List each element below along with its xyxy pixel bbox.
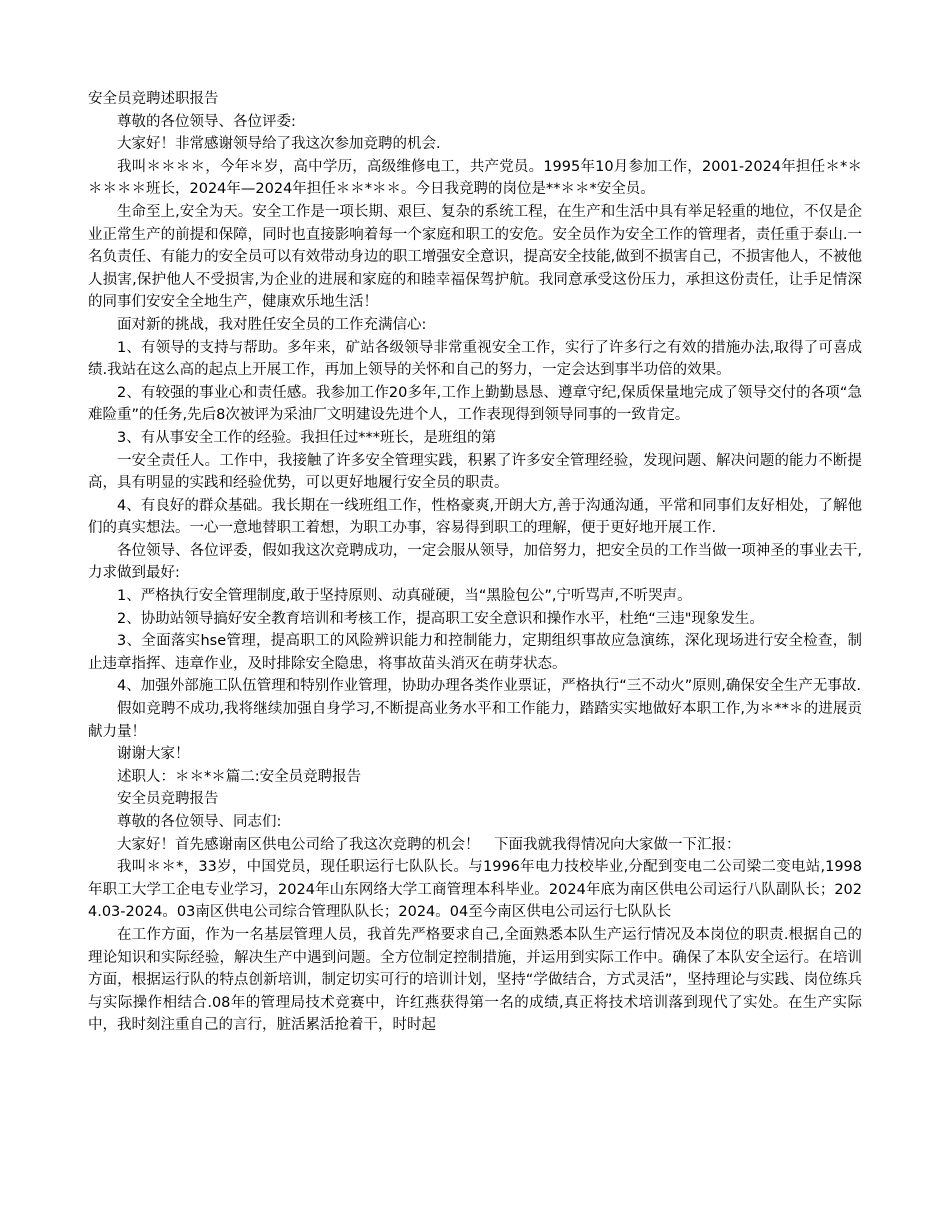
- paragraph: 我叫＊＊＊＊，今年＊岁，高中学历，高级维修电工，共产党员。1995年10月参加工作，2001-2024年担任＊*＊＊＊＊＊班长，2024年—2024年担任＊＊*＊＊。今日我竞聘的岗位是**＊＊*安全员。: [88, 158, 862, 198]
- paragraph: 述职人：＊＊*＊篇二:安全员竞聘报告: [117, 768, 362, 785]
- paragraph: 1、严格执行安全管理制度,敢于坚持原则、动真碰硬，当“黑脸包公”,宁听骂声,不听哭声。: [117, 588, 692, 605]
- paragraph: 我叫＊＊*，33岁，中国党员，现任职运行七队队长。与1996年电力技校毕业,分配到变电二公司梁二变电站,1998年职工大学工企电专业学习，2024年山东网络大学工商管理本科毕业。2024年底为南区供电公司运行八队副队长；2024.03-2024。03南区供电公司综合管理队队长；2024。04至今南区供电公司运行七队队长: [88, 859, 862, 921]
- paragraph: 3、有从事安全工作的经验。我担任过***班长，是班组的第: [117, 429, 496, 446]
- document-page: [88, 88, 862, 1037]
- paragraph: 大家好！非常感谢领导给了我这次参加竞聘的机会.: [117, 136, 441, 153]
- paragraph: 生命至上,安全为天。安全工作是一项长期、艰巨、复杂的系统工程，在生产和生活中具有举足轻重的地位，不仅是企业正常生产的前提和保障，同时也直接影响着每一个家庭和职工的安危。安全员作为安全工作的管理者，责任重于泰山.一名负责任、有能力的安全员可以有效带动身边的职工增强安全意识，提高安全技能,做到不损害自己，不损害他人，不被他人损害,保护他人不受损害,为企业的进展和家庭的和睦幸福保驾护航。我同意承受这份压力，承担这份责任，让手足情深的同事们安安全全地生产，健康欢乐地生活！: [88, 203, 862, 311]
- paragraph: 4、有良好的群众基础。我长期在一线班组工作，性格豪爽,开朗大方,善于沟通沟通，平常和同事们友好相处，了解他们的真实想法。一心一意地替职工着想，为职工办事，容易得到职工的理解，便于更好地开展工作.: [88, 497, 862, 537]
- paragraph: 尊敬的各位领导、同志们:: [117, 814, 282, 830]
- paragraph: 1、有领导的支持与帮助。多年来，矿站各级领导非常重视安全工作，实行了许多行之有效的措施办法,取得了可喜成绩.我站在这么高的起点上开展工作，再加上领导的关怀和自己的努力，一定会达到事半功倍的效果。: [88, 339, 862, 379]
- paragraph: 面对新的挑战，我对胜任安全员的工作充满信心:: [117, 316, 427, 333]
- paragraph: 在工作方面，作为一名基层管理人员，我首先严格要求自己,全面熟悉本队生产运行情况及本岗位的职责.根据自己的理论知识和实际经验，解决生产中遇到问题。全方位制定控制措施，并运用到实际工作中。确保了本队安全运行。在培训方面，根据运行队的特点创新培训，制定切实可行的培训计划，坚持“学做结合，方式灵活”，坚持理论与实践、岗位练兵与实际操作相结合.08年的管理局技术竞赛中，许红燕获得第一名的成绩,真正将技术培训落到现代了实处。在生产实际中，我时刻注重自己的言行，脏活累活抢着干，时时起: [88, 926, 862, 1034]
- paragraph: 尊敬的各位领导、各位评委:: [117, 113, 296, 130]
- paragraph: 4、加强外部施工队伍管理和特别作业管理，协助办理各类作业票证，严格执行“三不动火”原则,确保安全生产无事故.: [117, 678, 861, 695]
- document-body: [88, 111, 862, 1037]
- paragraph: 一安全责任人。工作中，我接触了许多安全管理实践，积累了许多安全管理经验，发现问题、解决问题的能力不断提高，具有明显的实践和经验优势，可以更好地履行安全员的职责。: [88, 452, 862, 492]
- paragraph: 谢谢大家！: [117, 746, 190, 763]
- paragraph: 3、全面落实hse管理，提高职工的风险辨识能力和控制能力，定期组织事故应急演练，深化现场进行安全检查，制止违章指挥、违章作业，及时排除安全隐患，将事故苗头消灭在萌芽状态。: [88, 633, 862, 672]
- document-title: 安全员竞聘述职报告: [88, 91, 219, 107]
- paragraph: 安全员竞聘报告: [117, 791, 219, 808]
- paragraph: 各位领导、各位评委，假如我这次竞聘成功，一定会服从领导，加倍努力，把安全员的工作当做一项神圣的事业去干,力求做到最好:: [88, 542, 862, 582]
- paragraph: 假如竞聘不成功,我将继续加强自身学习,不断提高业务水平和工作能力，踏踏实实地做好本职工作,为＊**＊的进展贡献力量！: [88, 701, 862, 740]
- paragraph: 大家好！首先感谢南区供电公司给了我这次竞聘的机会！ 下面我就我得情况向大家做一下汇报：: [117, 836, 741, 853]
- paragraph: 2、协助站领导搞好安全教育培训和考核工作，提高职工安全意识和操作水平，杜绝“三违"现象发生。: [117, 610, 764, 627]
- paragraph: 2、有较强的事业心和责任感。我参加工作20多年,工作上勤勤恳恳、遵章守纪,保质保量地完成了领导交付的各项“急难险重”的任务,先后8次被评为采油厂文明建设先进个人，工作表现得到领导同事的一致肯定。: [88, 384, 862, 424]
